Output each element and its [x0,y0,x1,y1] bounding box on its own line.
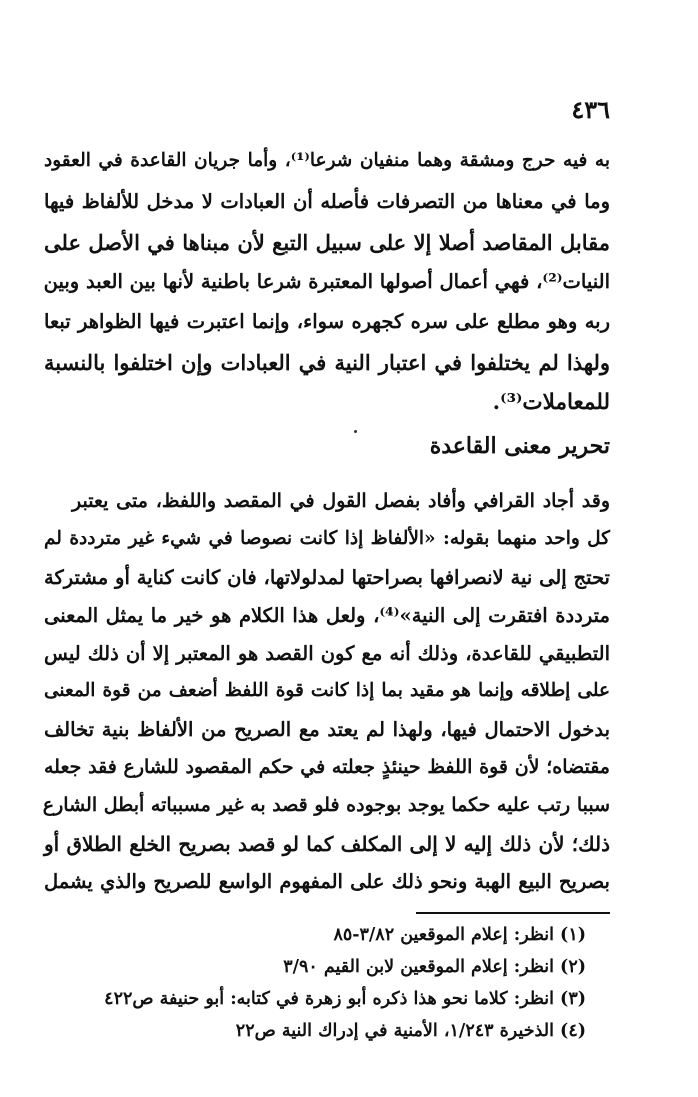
paragraph-2-line-8: مقتضاه؛ لأن قوة اللفظ حينئذٍ جعلته في حكم المقصود للشارع فقد جعله [44,756,610,778]
footnote-separator [416,912,610,914]
paragraph-2-line-5: التطبيقي للقاعدة، وذلك أنه مع كون القصد هو المعتبر إلا أن ذلك ليس [44,642,610,665]
footnote-2: (٢) انظر: إعلام الموقعين لابن القيم ٣/٩٠ [283,957,586,977]
section-heading: تحرير معنى القاعدة [429,433,610,459]
paragraph-1-line-6: ولهذا لم يختلفوا في اعتبار النية في العبادات وإن اختلفوا بالنسبة [44,350,610,375]
paragraph-2-line-3: تحتج إلى نية لانصرافها بصراحتها لمدلولاتها، فان كانت كناية أو مشتركة [44,566,610,589]
paragraph-2-line-1: وقد أجاد القرافي وأفاد بفصل القول في المقصد واللفظ، متى يعتبر [72,490,610,512]
paragraph-1-line-4: النيات⁽²⁾، فهي أعمال أصولها المعتبرة شرعا باطنية لأنها بين العبد وبين [43,270,610,293]
footnote-1: (١) انظر: إعلام الموقعين ٣/٨٢-٨٥ [333,925,586,945]
paragraph-1-line-3: مقابل المقاصد أصلا إلا على سبيل التبع لأن مبناها في الأصل على [44,230,610,255]
paragraph-2-line-7: بدخول الاحتمال فيها، ولهذا لم يعتد مع الصريح من الألفاظ بنية تخالف [44,718,610,741]
page-number: ٤٣٦ [571,95,610,124]
stray-dot-mark [354,430,357,433]
paragraph-2-line-9: سببا رتب عليه حكما يوجد بوجوده فلو قصد به غير مسبباته أبطل الشارع [42,794,610,816]
paragraph-2-line-4: مترددة افتقرت إلى النية»⁽⁴⁾، ولعل هذا الكلام هو خير ما يمثل المعنى [44,604,610,627]
paragraph-2-line-10: ذلك؛ لأن ذلك إليه لا إلى المكلف كما لو قصد بصريح الخلع الطلاق أو [44,832,610,856]
paragraph-1-line-5: ربه وهو مطلع على سره كجهره سواء، وإنما اعتبرت فيها الظواهر تبعا [44,310,610,333]
paragraph-1-line-2: وما في معناها من التصرفات فأصله أن العبادات لا مدخل للألفاظ فيها [44,190,610,213]
paragraph-1-line-1: به فيه حرج ومشقة وهما منفيان شرعا⁽¹⁾، وأما جريان القاعدة في العقود [44,150,611,171]
footnote-4: (٤) الذخيرة ١/٢٤٣، الأمنية في إدراك النية ص٢٢ [235,1021,586,1041]
paragraph-1-line-7: للمعاملات⁽³⁾. [492,390,610,415]
paragraph-2-line-2: كل واحد منهما بقوله: «الألفاظ إذا كانت نصوصا في شيء غير مترددة لم [44,528,610,549]
paragraph-2-line-6: على إطلاقه وإنما هو مقيد بما إذا كانت قوة اللفظ أضعف من قوة المعنى [44,680,610,701]
paragraph-2-line-11: بصريح البيع الهبة ونحو ذلك على المفهوم الواسع للصريح والذي يشمل [44,870,610,893]
footnote-3: (٣) انظر: كلاما نحو هذا ذكره أبو زهرة في كتابه: أبو حنيفة ص٤٢٢ [104,989,586,1009]
